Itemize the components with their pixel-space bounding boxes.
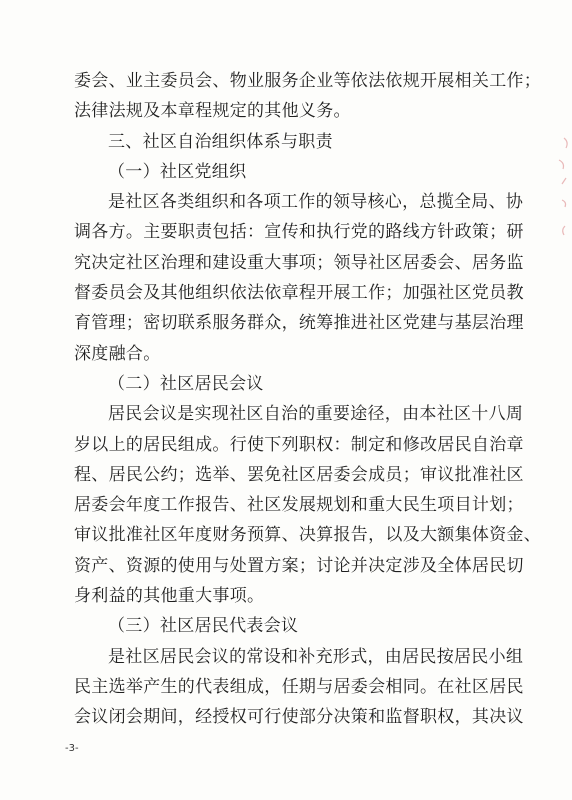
text-line: （三）社区居民代表会议	[108, 616, 299, 637]
text-line: 调各方。主要职责包括：宣传和执行党的路线方针政策；研	[74, 222, 524, 243]
text-line: 是社区各类组织和各项工作的领导核心，总揽全局、协	[108, 192, 524, 213]
text-line: 居民会议是实现社区自治的重要途径，由本社区十八周	[108, 404, 524, 425]
text-line: 三、社区自治组织体系与职责	[108, 131, 333, 152]
text-line: 程、居民公约；选举、罢免社区居委会成员；审议批准社区	[74, 464, 524, 485]
text-line: （二）社区居民会议	[108, 373, 264, 394]
text-line: （一）社区党组织	[108, 161, 247, 182]
text-line: 督委员会及其他组织依法依章程开展工作；加强社区党员教	[74, 283, 524, 304]
text-line: 深度融合。	[74, 343, 161, 364]
text-line: 育管理；密切联系服务群众，统筹推进社区党建与基层治理	[74, 313, 524, 334]
stamp-trace-icon	[550, 130, 572, 250]
text-line: 审议批准社区年度财务预算、决算报告，以及大额集体资金、	[74, 525, 542, 546]
text-line: 究决定社区治理和建设重大事项；领导社区居委会、居务监	[74, 252, 524, 273]
text-line: 居委会年度工作报告、社区发展规划和重大民生项目计划；	[74, 495, 524, 516]
document-body	[74, 66, 542, 733]
text-line: 会议闭会期间，经授权可行使部分决策和监督职权，其决议	[74, 707, 524, 728]
text-line: 是社区居民会议的常设和补充形式，由居民按居民小组	[108, 646, 524, 667]
text-line: 身利益的其他重大事项。	[74, 586, 265, 607]
text-line: 法律法规及本章程规定的其他义务。	[74, 101, 351, 122]
text-line: 委会、业主委员会、物业服务企业等依法依规开展相关工作；	[74, 71, 542, 91]
text-line: 岁以上的居民组成。行使下列职权：制定和修改居民自治章	[74, 434, 524, 455]
text-line: 资产、资源的使用与处置方案；讨论并决定涉及全体居民切	[74, 555, 524, 576]
text-line: 民主选举产生的代表组成，任期与居委会相同。在社区居民	[74, 676, 524, 697]
page-number: -3-	[65, 743, 79, 754]
